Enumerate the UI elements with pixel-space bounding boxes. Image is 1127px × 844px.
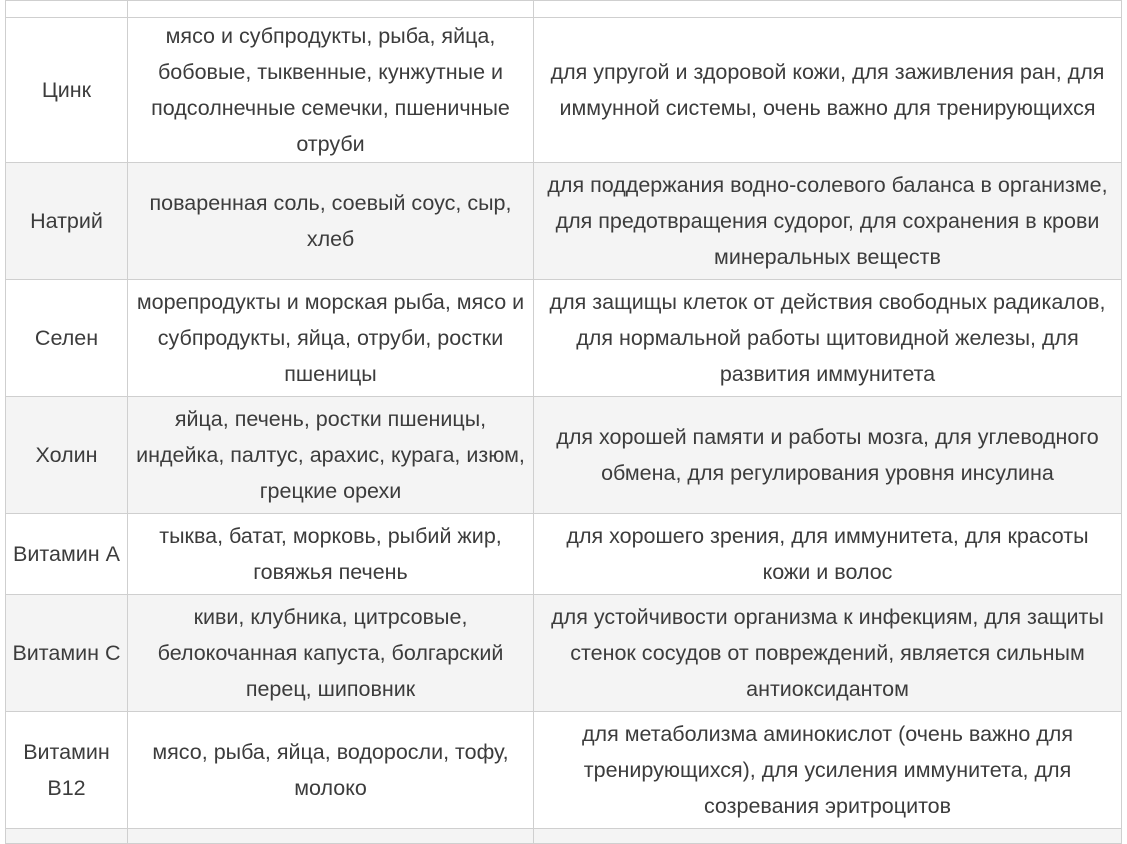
nutrient-name-cell: Витамин В12 <box>6 712 128 829</box>
table-row <box>6 18 1122 163</box>
food-sources-cell: яйца, печень, ростки пшеницы, индейка, палтус, арахис, курага, изюм, грецкие орехи <box>128 397 534 514</box>
nutrient-name-cell: Цинк <box>6 18 128 163</box>
table-row-partial-bottom <box>6 829 1122 844</box>
table-row <box>6 595 1122 712</box>
food-sources-cell: тыква, батат, морковь, рыбий жир, говяжья печень <box>128 514 534 595</box>
food-sources-cell: мясо и субпродукты, рыба, яйца, бобовые, тыквенные, кунжутные и подсолнечные семечки, пшеничные отруби <box>128 18 534 163</box>
nutrients-table-container <box>5 0 1121 844</box>
nutrient-name-cell: Витамин С <box>6 595 128 712</box>
food-sources-cell: поваренная соль, соевый соус, сыр, хлеб <box>128 163 534 280</box>
nutrient-name-cell: Холин <box>6 397 128 514</box>
table-cell <box>534 1 1122 18</box>
table-cell <box>534 829 1122 844</box>
table-row <box>6 514 1122 595</box>
table-row <box>6 397 1122 514</box>
table-cell <box>6 1 128 18</box>
benefit-cell: для поддержания водно-солевого баланса в организме, для предотвращения судорог, для сохранения в крови минеральных веществ <box>534 163 1122 280</box>
table-cell <box>128 829 534 844</box>
table-cell <box>128 1 534 18</box>
nutrients-table <box>5 0 1122 844</box>
nutrient-name-cell: Селен <box>6 280 128 397</box>
table-row <box>6 163 1122 280</box>
benefit-cell: для устойчивости организма к инфекциям, для защиты стенок сосудов от повреждений, является сильным антиоксидантом <box>534 595 1122 712</box>
food-sources-cell: киви, клубника, цитрсовые, белокочанная капуста, болгарский перец, шиповник <box>128 595 534 712</box>
table-row-partial-top <box>6 1 1122 18</box>
food-sources-cell: мясо, рыба, яйца, водоросли, тофу, молоко <box>128 712 534 829</box>
benefit-cell: для защищы клеток от действия свободных радикалов, для нормальной работы щитовидной железы, для развития иммунитета <box>534 280 1122 397</box>
benefit-cell: для метаболизма аминокислот (очень важно для тренирующихся), для усиления иммунитета, для созревания эритроцитов <box>534 712 1122 829</box>
benefit-cell: для хорошей памяти и работы мозга, для углеводного обмена, для регулирования уровня инсулина <box>534 397 1122 514</box>
benefit-cell: для хорошего зрения, для иммунитета, для красоты кожи и волос <box>534 514 1122 595</box>
nutrient-name-cell: Витамин А <box>6 514 128 595</box>
table-row <box>6 280 1122 397</box>
food-sources-cell: морепродукты и морская рыба, мясо и субпродукты, яйца, отруби, ростки пшеницы <box>128 280 534 397</box>
nutrient-name-cell: Натрий <box>6 163 128 280</box>
table-cell <box>6 829 128 844</box>
table-row <box>6 712 1122 829</box>
benefit-cell: для упругой и здоровой кожи, для заживления ран, для иммунной системы, очень важно для тренирующихся <box>534 18 1122 163</box>
